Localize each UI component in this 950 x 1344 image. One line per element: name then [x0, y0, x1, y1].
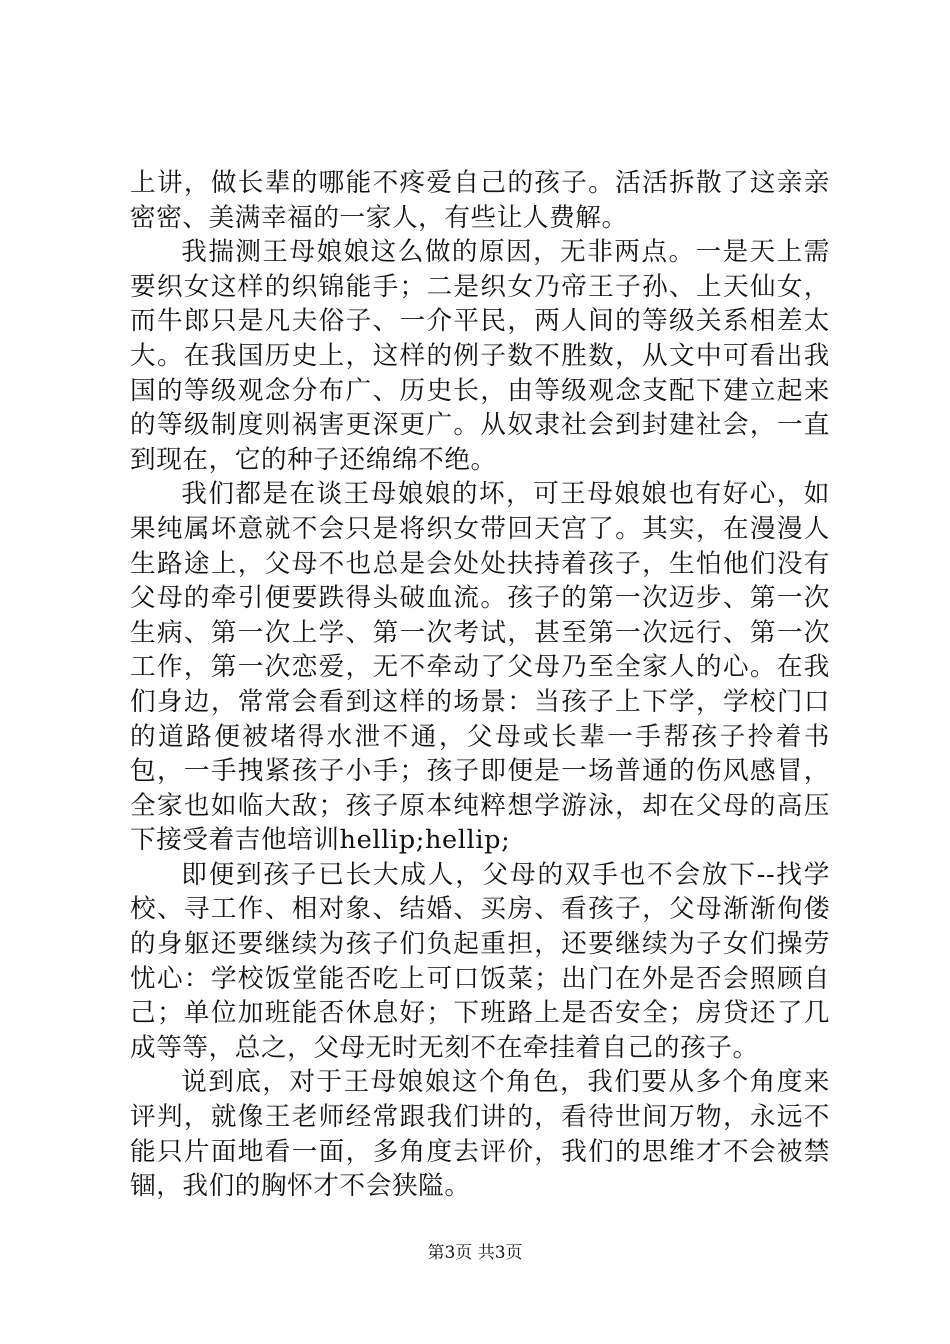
paragraph-2: 我揣测王母娘娘这么做的原因，无非两点。一是天上需要织女这样的织锦能手；二是织女乃帝王子孙、上天仙女，而牛郎只是凡夫俗子、一介平民，两人间的等级关系相差太大。在我国历史上，这样的例子数不胜数，从文中可看出我国的等级观念分布广、历史长，由等级观念支配下建立起来的等级制度则祸害更深更广。从奴隶社会到封建社会，一直到现在，它的种子还绵绵不绝。 [130, 237, 830, 475]
paragraph-1: 上讲，做长辈的哪能不疼爱自己的孩子。活活拆散了这亲亲密密、美满幸福的一家人，有些让人费解。 [130, 168, 830, 233]
essay-body [130, 166, 830, 1204]
paragraph-5: 说到底，对于王母娘娘这个角色，我们要从多个角度来评判，就像王老师经常跟我们讲的，看待世间万物，永远不能只片面地看一面，多角度去评价，我们的思维才不会被禁锢，我们的胸怀才不会狭隘。 [130, 1067, 830, 1202]
paragraph-3: 我们都是在谈王母娘娘的坏，可王母娘娘也有好心，如果纯属坏意就不会只是将织女带回天宫了。其实，在漫漫人生路途上，父母不也总是会处处扶持着孩子，生怕他们没有父母的牵引便要跌得头破血流。孩子的第一次迈步、第一次生病、第一次上学、第一次考试，甚至第一次远行、第一次工作，第一次恋爱，无不牵动了父母乃至全家人的心。在我们身边，常常会看到这样的场景：当孩子上下学，学校门口的道路便被堵得水泄不通，父母或长辈一手帮孩子拎着书包，一手拽紧孩子小手；孩子即便是一场普通的伤风感冒，全家也如临大敌；孩子原本纯粹想学游泳，却在父母的高压下接受着吉他培训hellip;hellip; [130, 479, 830, 856]
paragraph-4: 即便到孩子已长大成人，父母的双手也不会放下--找学校、寻工作、相对象、结婚、买房、看孩子，父母渐渐佝偻的身躯还要继续为孩子们负起重担，还要继续为子女们操劳忧心：学校饭堂能否吃上可口饭菜；出门在外是否会照顾自己；单位加班能否休息好；下班路上是否安全；房贷还了几成等等，总之，父母无时无刻不在牵挂着自己的孩子。 [130, 859, 830, 1063]
page-number-footer: 第3页 共3页 [427, 1243, 523, 1263]
